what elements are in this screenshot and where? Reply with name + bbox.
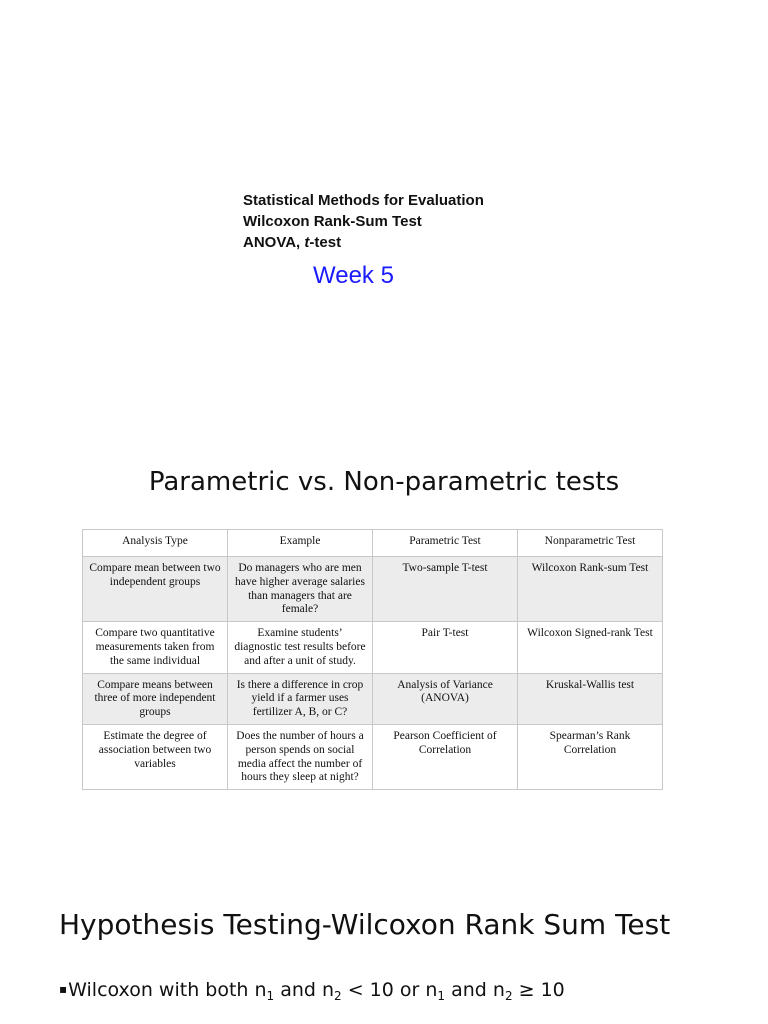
bullet-item xyxy=(59,979,565,1001)
title-line-3 xyxy=(243,232,484,253)
table-row xyxy=(83,622,663,673)
table-cell: Kruskal-Wallis test xyxy=(518,673,663,724)
bullet-text-3: < 10 or n xyxy=(341,979,438,1001)
table-row xyxy=(83,557,663,622)
bullet-text-5: ≥ 10 xyxy=(512,979,565,1001)
test-comparison-table xyxy=(82,529,663,790)
header-nonparametric-test: Nonparametric Test xyxy=(518,530,663,557)
table-cell: Analysis of Variance (ANOVA) xyxy=(373,673,518,724)
title-line-3-suffix: -test xyxy=(309,234,342,251)
hypothesis-title: Hypothesis Testing-Wilcoxon Rank Sum Test xyxy=(59,908,671,941)
subscript-1: 1 xyxy=(266,989,275,1003)
table-cell: Compare mean between two independent groups xyxy=(83,557,228,622)
title-line-3-italic: t xyxy=(304,234,310,251)
subscript-2: 2 xyxy=(334,989,342,1003)
header-analysis-type: Analysis Type xyxy=(83,530,228,557)
table-cell: Two-sample T-test xyxy=(373,557,518,622)
table-header-row xyxy=(83,530,663,557)
bullet-text-2: and n xyxy=(274,979,335,1001)
subscript-4: 2 xyxy=(504,989,513,1003)
table-cell: Pearson Coefficient of Correlation xyxy=(373,724,518,789)
table-cell: Does the number of hours a person spends on social media affect the number of hours they sleep at night? xyxy=(228,724,373,789)
comparison-title: Parametric vs. Non-parametric tests xyxy=(148,467,620,497)
table-cell: Estimate the degree of association between two variables xyxy=(83,724,228,789)
table-cell: Do managers who are men have higher average salaries than managers that are female? xyxy=(228,557,373,622)
week-label: Week 5 xyxy=(313,262,394,289)
header-parametric-test: Parametric Test xyxy=(373,530,518,557)
bullet-square-icon: ▪ xyxy=(59,982,68,996)
table-row xyxy=(83,673,663,724)
bullet-text-1: Wilcoxon with both n xyxy=(68,979,267,1001)
table-cell: Is there a difference in crop yield if a farmer uses fertilizer A, B, or C? xyxy=(228,673,373,724)
header-example: Example xyxy=(228,530,373,557)
slide-title-block xyxy=(243,190,484,253)
table-cell: Wilcoxon Rank-sum Test xyxy=(518,557,663,622)
subscript-3: 1 xyxy=(437,989,446,1003)
title-line-3-prefix: ANOVA, xyxy=(243,234,305,251)
table-cell: Compare two quantitative measurements taken from the same individual xyxy=(83,622,228,673)
table-cell: Spearman’s Rank Correlation xyxy=(518,724,663,789)
table-cell: Pair T-test xyxy=(373,622,518,673)
bullet-text-4: and n xyxy=(445,979,505,1001)
table-cell: Compare means between three of more independent groups xyxy=(83,673,228,724)
title-line-1: Statistical Methods for Evaluation xyxy=(243,192,484,209)
table-row xyxy=(83,724,663,789)
table-cell: Wilcoxon Signed-rank Test xyxy=(518,622,663,673)
table-cell: Examine students’ diagnostic test results before and after a unit of study. xyxy=(228,622,373,673)
title-line-2: Wilcoxon Rank-Sum Test xyxy=(243,213,422,230)
